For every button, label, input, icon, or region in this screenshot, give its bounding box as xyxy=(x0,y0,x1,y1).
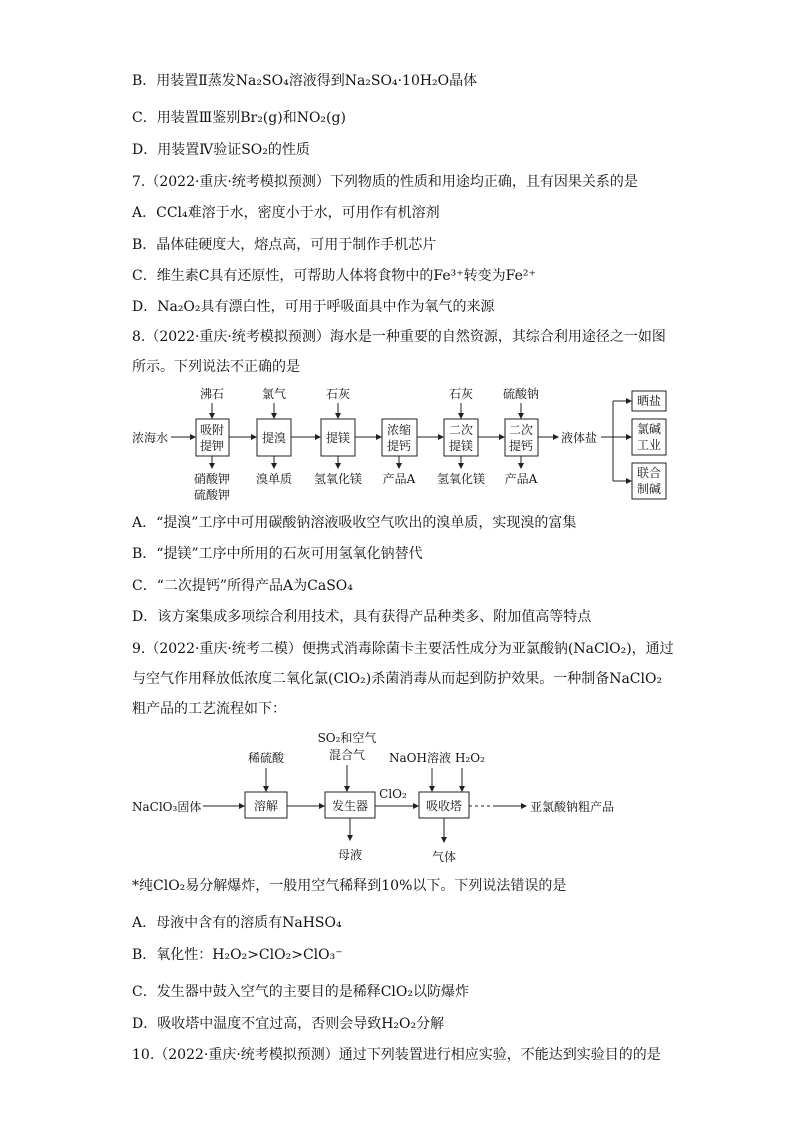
flow1-bottom-k2so4: 硫酸钾 xyxy=(193,488,231,502)
flow2-naoh: NaOH溶液 xyxy=(389,751,451,765)
option-b-apparatus-2: B．用装置Ⅱ蒸发Na₂SO₄溶液得到Na₂SO₄·10H₂O晶体 xyxy=(132,73,478,89)
flow2-acid: 稀硫酸 xyxy=(247,751,285,765)
seawater-flow-diagram xyxy=(0,378,794,508)
flow1-bottom-product-a-2: 产品A xyxy=(504,472,538,486)
question-8-option-c: C．“二次提钙”所得产品A为CaSO₄ xyxy=(132,578,353,594)
flow1-step-4b: 提钙 xyxy=(386,439,412,453)
flow1-bottom-kno3: 硝酸钾 xyxy=(193,472,231,486)
question-7-stem: 7.（2022·重庆·统考模拟预测）下列物质的性质和用途均正确，且有因果关系的是 xyxy=(132,174,638,190)
question-7-option-d: D．Na₂O₂具有漂白性，可用于呼吸面具中作为氧气的来源 xyxy=(132,299,495,315)
naclo2-flow-diagram xyxy=(0,724,794,870)
flow2-clo2: ClO₂ xyxy=(379,787,407,801)
flow2-step-dissolve: 溶解 xyxy=(253,799,279,813)
flow1-output-chlor-alkali-a: 氯碱 xyxy=(636,422,662,436)
question-7-option-b: B．晶体硅硬度大，熔点高，可用于制作手机芯片 xyxy=(132,237,437,253)
flow1-top-lime-1: 石灰 xyxy=(325,387,351,401)
flow1-output-soda-a: 联合 xyxy=(636,466,662,480)
flow1-top-na2so4: 硫酸钠 xyxy=(502,387,540,401)
flow2-step-absorber: 吸收塔 xyxy=(425,799,463,813)
question-9-option-c: C．发生器中鼓入空气的主要目的是稀释ClO₂以防爆炸 xyxy=(132,984,469,1000)
flow1-liquid-salt: 液体盐 xyxy=(561,431,598,445)
flow1-bottom-bromine: 溴单质 xyxy=(255,472,293,486)
flow1-step-2: 提溴 xyxy=(261,431,287,445)
flow2-product: 亚氯酸钠粗产品 xyxy=(530,800,615,814)
flow2-gas-line1: SO₂和空气 xyxy=(317,731,377,745)
question-9-note: *纯ClO₂易分解爆炸，一般用空气稀释到10%以下。下列说法错误的是 xyxy=(132,878,567,894)
flow1-input: 浓海水 xyxy=(132,431,169,445)
question-9-option-a: A．母液中含有的溶质有NaHSO₄ xyxy=(132,915,342,931)
option-d-apparatus-4: D．用装置Ⅳ验证SO₂的性质 xyxy=(132,142,310,158)
question-10-stem: 10.（2022·重庆·统考模拟预测）通过下列装置进行相应实验，不能达到实验目的的是 xyxy=(132,1047,661,1063)
flow2-mother-liquor: 母液 xyxy=(337,848,363,862)
question-7-option-c: C．维生素C具有还原性，可帮助人体将食物中的Fe³⁺转变为Fe²⁺ xyxy=(132,268,536,284)
flow1-bottom-mgoh2-1: 氢氧化镁 xyxy=(313,472,363,486)
question-8-stem-line2: 所示。下列说法不正确的是 xyxy=(132,359,300,375)
flow1-step-1a: 吸附 xyxy=(199,423,225,437)
flow2-step-generator: 发生器 xyxy=(331,799,369,813)
flow1-top-chlorine: 氯气 xyxy=(261,387,287,401)
option-c-apparatus-3: C．用装置Ⅲ鉴别Br₂(g)和NO₂(g) xyxy=(132,110,346,126)
question-9-option-d: D．吸收塔中温度不宜过高，否则会导致H₂O₂分解 xyxy=(132,1016,445,1032)
flow1-step-3: 提镁 xyxy=(325,431,351,445)
question-8-option-a: A．“提溴”工序中可用碳酸钠溶液吸收空气吹出的溴单质，实现溴的富集 xyxy=(132,515,577,531)
flow1-step-6a: 二次 xyxy=(508,423,534,437)
flow1-step-4a: 浓缩 xyxy=(386,423,412,437)
flow2-h2o2: H₂O₂ xyxy=(455,751,485,765)
flow1-output-salt: 晒盐 xyxy=(636,394,662,408)
question-7-option-a: A．CCl₄难溶于水，密度小于水，可用作有机溶剂 xyxy=(132,205,440,221)
flow2-gas-out: 气体 xyxy=(431,850,457,864)
question-9-stem-line2: 与空气作用释放低浓度二氧化氯(ClO₂)杀菌消毒从而起到防护效果。一种制备NaClO₂ xyxy=(132,671,663,687)
flow1-step-6b: 提钙 xyxy=(508,439,534,453)
flow2-gas-line2: 混合气 xyxy=(328,748,366,762)
flow1-step-5a: 二次 xyxy=(448,423,474,437)
flow1-bottom-mgoh2-2: 氢氧化镁 xyxy=(436,472,486,486)
flow1-output-chlor-alkali-b: 工业 xyxy=(636,438,662,452)
flow1-step-5b: 提镁 xyxy=(448,439,474,453)
flow1-output-soda-b: 制碱 xyxy=(636,482,662,496)
question-8-option-d: D．该方案集成多项综合利用技术，具有获得产品种类多、附加值高等特点 xyxy=(132,609,592,625)
flow2-input: NaClO₃固体 xyxy=(132,800,202,814)
flow1-bottom-product-a-1: 产品A xyxy=(382,472,416,486)
question-9-option-b: B．氧化性：H₂O₂>ClO₂>ClO₃⁻ xyxy=(132,947,343,963)
flow1-top-zeolite: 沸石 xyxy=(199,387,225,401)
flow1-step-1b: 提钾 xyxy=(199,439,225,453)
question-8-stem-line1: 8.（2022·重庆·统考模拟预测）海水是一种重要的自然资源，其综合利用途径之一如图 xyxy=(132,329,666,345)
question-9-stem-line3: 粗产品的工艺流程如下： xyxy=(132,701,286,717)
question-9-stem-line1: 9.（2022·重庆·统考二模）便携式消毒除菌卡主要活性成分为亚氯酸钠(NaClO₂)，通过 xyxy=(132,641,674,657)
flow1-top-lime-2: 石灰 xyxy=(448,387,474,401)
question-8-option-b: B．“提镁”工序中所用的石灰可用氢氧化钠替代 xyxy=(132,546,423,562)
